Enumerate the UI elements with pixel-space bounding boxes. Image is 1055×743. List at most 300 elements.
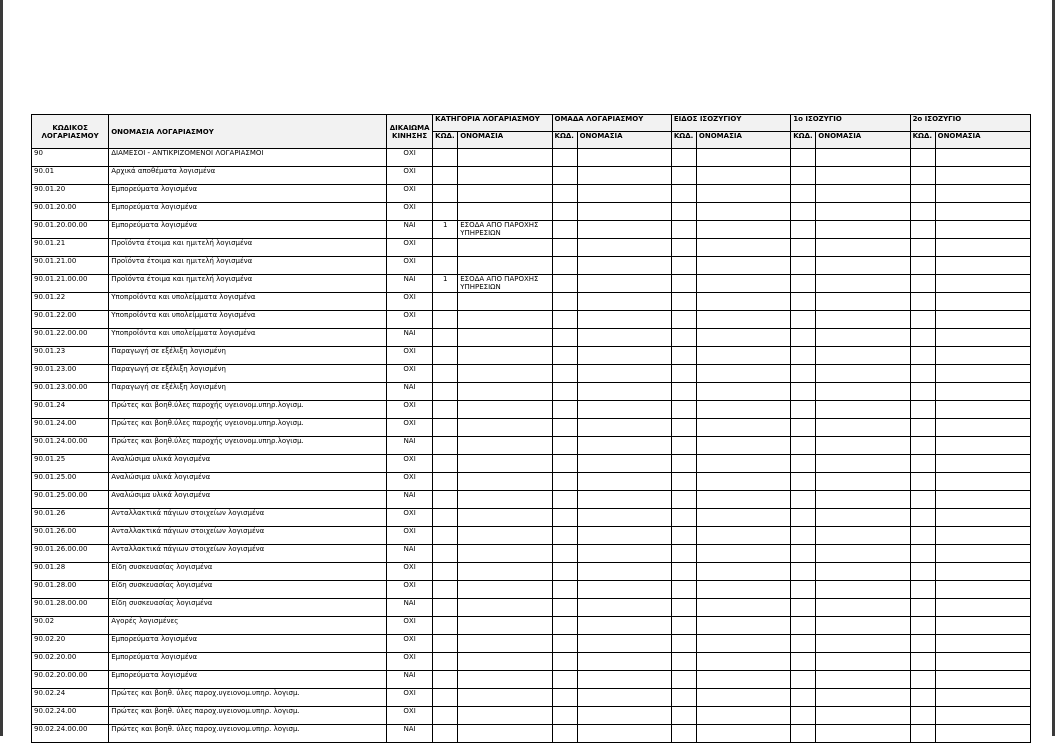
account-code-cell: 90.01.25.00.00 xyxy=(32,491,109,509)
second-balance-code-cell xyxy=(910,671,935,689)
first-balance-name-cell xyxy=(816,383,910,401)
movement-right-cell: ΟΧΙ xyxy=(387,401,433,419)
second-balance-name-cell xyxy=(935,599,1030,617)
header-group-category: ΚΑΤΗΓΟΡΙΑ ΛΟΓΑΡΙΑΣΜΟΥ xyxy=(433,115,552,132)
second-balance-code-cell xyxy=(910,509,935,527)
first-balance-code-cell xyxy=(791,455,816,473)
category-name-cell xyxy=(458,581,552,599)
account-name-cell: Πρώτες και βοηθ.ύλες παροχής υγειονομ.υπηρ.λογισμ. xyxy=(109,401,387,419)
account-code-cell: 90.02.20.00.00 xyxy=(32,671,109,689)
balance-type-code-cell xyxy=(671,563,696,581)
table-row xyxy=(32,707,1031,725)
first-balance-code-cell xyxy=(791,149,816,167)
account-name-cell: Προϊόντα έτοιμα και ημιτελή λογισμένα xyxy=(109,275,387,293)
account-code-cell: 90.02.24 xyxy=(32,689,109,707)
first-balance-code-cell xyxy=(791,635,816,653)
table-row xyxy=(32,275,1031,293)
group-code-cell xyxy=(552,221,577,239)
first-balance-name-cell xyxy=(816,257,910,275)
category-name-cell xyxy=(458,671,552,689)
group-code-cell xyxy=(552,329,577,347)
group-name-cell xyxy=(577,347,671,365)
group-code-cell xyxy=(552,437,577,455)
account-name-cell: Πρώτες και βοηθ.ύλες παροχής υγειονομ.υπηρ.λογισμ. xyxy=(109,437,387,455)
second-balance-name-cell xyxy=(935,725,1030,743)
account-name-cell: Αναλώσιμα υλικά λογισμένα xyxy=(109,491,387,509)
second-balance-name-cell xyxy=(935,293,1030,311)
table-row xyxy=(32,671,1031,689)
category-code-cell xyxy=(433,365,458,383)
table-row xyxy=(32,725,1031,743)
category-name-cell xyxy=(458,347,552,365)
first-balance-name-cell xyxy=(816,185,910,203)
balance-type-name-cell xyxy=(696,437,790,455)
second-balance-code-cell xyxy=(910,365,935,383)
account-name-cell: Ανταλλακτικά πάγιων στοιχείων λογισμένα xyxy=(109,509,387,527)
first-balance-name-cell xyxy=(816,401,910,419)
header-movement-right: ΔΙΚΑΙΩΜΑ ΚΙΝΗΣΗΣ xyxy=(387,115,433,149)
movement-right-cell: ΝΑΙ xyxy=(387,437,433,455)
first-balance-code-cell xyxy=(791,617,816,635)
category-name-cell xyxy=(458,527,552,545)
account-name-cell: Εμπορεύματα λογισμένα xyxy=(109,221,387,239)
group-name-cell xyxy=(577,599,671,617)
group-code-cell xyxy=(552,689,577,707)
group-code-cell xyxy=(552,653,577,671)
account-name-cell: Είδη συσκευασίας λογισμένα xyxy=(109,581,387,599)
category-name-cell xyxy=(458,725,552,743)
category-code-cell xyxy=(433,473,458,491)
group-name-cell xyxy=(577,329,671,347)
balance-type-name-cell xyxy=(696,599,790,617)
balance-type-name-cell xyxy=(696,329,790,347)
group-name-cell xyxy=(577,311,671,329)
first-balance-code-cell xyxy=(791,419,816,437)
table-row xyxy=(32,509,1031,527)
subheader-name: ΟΝΟΜΑΣΙΑ xyxy=(696,132,790,149)
first-balance-name-cell xyxy=(816,329,910,347)
category-name-cell: ΕΣΟΔΑ ΑΠΟ ΠΑΡΟΧΗΣ ΥΠΗΡΕΣΙΩΝ xyxy=(458,221,552,239)
account-code-cell: 90.01.26 xyxy=(32,509,109,527)
category-name-cell xyxy=(458,653,552,671)
group-code-cell xyxy=(552,545,577,563)
balance-type-name-cell xyxy=(696,635,790,653)
category-code-cell xyxy=(433,455,458,473)
balance-type-name-cell xyxy=(696,401,790,419)
balance-type-code-cell xyxy=(671,599,696,617)
group-name-cell xyxy=(577,455,671,473)
table-row xyxy=(32,527,1031,545)
category-code-cell xyxy=(433,545,458,563)
account-code-cell: 90.01.21.00 xyxy=(32,257,109,275)
group-code-cell xyxy=(552,347,577,365)
category-code-cell xyxy=(433,617,458,635)
balance-type-name-cell xyxy=(696,545,790,563)
second-balance-code-cell xyxy=(910,239,935,257)
balance-type-code-cell xyxy=(671,239,696,257)
balance-type-name-cell xyxy=(696,383,790,401)
second-balance-code-cell xyxy=(910,725,935,743)
group-code-cell xyxy=(552,257,577,275)
account-name-cell: Παραγωγή σε εξέλιξη λογισμένη xyxy=(109,383,387,401)
first-balance-name-cell xyxy=(816,635,910,653)
second-balance-name-cell xyxy=(935,563,1030,581)
category-code-cell xyxy=(433,671,458,689)
table-row xyxy=(32,401,1031,419)
account-code-cell: 90.01.23 xyxy=(32,347,109,365)
account-code-cell: 90.01.20 xyxy=(32,185,109,203)
movement-right-cell: ΟΧΙ xyxy=(387,455,433,473)
group-code-cell xyxy=(552,275,577,293)
account-name-cell: Ανταλλακτικά πάγιων στοιχείων λογισμένα xyxy=(109,545,387,563)
second-balance-name-cell xyxy=(935,221,1030,239)
category-name-cell xyxy=(458,491,552,509)
category-name-cell xyxy=(458,257,552,275)
balance-type-name-cell xyxy=(696,221,790,239)
movement-right-cell: ΟΧΙ xyxy=(387,563,433,581)
category-name-cell xyxy=(458,383,552,401)
first-balance-code-cell xyxy=(791,293,816,311)
subheader-code: ΚΩΔ. xyxy=(552,132,577,149)
first-balance-code-cell xyxy=(791,473,816,491)
group-name-cell xyxy=(577,383,671,401)
group-name-cell xyxy=(577,257,671,275)
account-name-cell: Εμπορεύματα λογισμένα xyxy=(109,653,387,671)
category-code-cell xyxy=(433,149,458,167)
category-name-cell xyxy=(458,473,552,491)
category-name-cell xyxy=(458,455,552,473)
account-name-cell: Παραγωγή σε εξέλιξη λογισμένη xyxy=(109,365,387,383)
group-code-cell xyxy=(552,527,577,545)
category-name-cell xyxy=(458,419,552,437)
category-name-cell xyxy=(458,509,552,527)
account-name-cell: Εμπορεύματα λογισμένα xyxy=(109,635,387,653)
category-code-cell xyxy=(433,167,458,185)
category-name-cell xyxy=(458,617,552,635)
group-name-cell xyxy=(577,725,671,743)
balance-type-name-cell xyxy=(696,275,790,293)
movement-right-cell: ΝΑΙ xyxy=(387,671,433,689)
second-balance-name-cell xyxy=(935,455,1030,473)
second-balance-code-cell xyxy=(910,581,935,599)
first-balance-code-cell xyxy=(791,275,816,293)
category-name-cell xyxy=(458,545,552,563)
category-name-cell xyxy=(458,203,552,221)
balance-type-code-cell xyxy=(671,707,696,725)
group-name-cell xyxy=(577,581,671,599)
group-name-cell xyxy=(577,545,671,563)
subheader-code: ΚΩΔ. xyxy=(910,132,935,149)
account-name-cell: ΔΙΑΜΕΣΟΙ - ΑΝΤΙΚΡΙΖΟΜΕΝΟΙ ΛΟΓΑΡΙΑΣΜΟΙ xyxy=(109,149,387,167)
balance-type-code-cell xyxy=(671,581,696,599)
table-row xyxy=(32,203,1031,221)
category-code-cell xyxy=(433,257,458,275)
second-balance-code-cell xyxy=(910,185,935,203)
first-balance-code-cell xyxy=(791,167,816,185)
table-row xyxy=(32,149,1031,167)
account-name-cell: Αγορές λογισμένες xyxy=(109,617,387,635)
second-balance-code-cell xyxy=(910,293,935,311)
first-balance-name-cell xyxy=(816,293,910,311)
group-name-cell xyxy=(577,653,671,671)
accounts-table-body xyxy=(32,149,1031,743)
first-balance-name-cell xyxy=(816,707,910,725)
first-balance-name-cell xyxy=(816,149,910,167)
category-code-cell xyxy=(433,581,458,599)
balance-type-code-cell xyxy=(671,347,696,365)
first-balance-code-cell xyxy=(791,545,816,563)
header-group-first-balance: 1ο ΙΣΟΖΥΓΙΟ xyxy=(791,115,910,132)
balance-type-code-cell xyxy=(671,329,696,347)
category-name-cell xyxy=(458,185,552,203)
category-code-cell xyxy=(433,419,458,437)
movement-right-cell: ΟΧΙ xyxy=(387,689,433,707)
balance-type-name-cell xyxy=(696,293,790,311)
account-code-cell: 90.01.22.00 xyxy=(32,311,109,329)
movement-right-cell: ΟΧΙ xyxy=(387,347,433,365)
category-name-cell xyxy=(458,599,552,617)
second-balance-name-cell xyxy=(935,185,1030,203)
first-balance-code-cell xyxy=(791,257,816,275)
second-balance-code-cell xyxy=(910,707,935,725)
second-balance-code-cell xyxy=(910,545,935,563)
account-code-cell: 90.01.20.00 xyxy=(32,203,109,221)
category-name-cell xyxy=(458,635,552,653)
header-account-name: ΟΝΟΜΑΣΙΑ ΛΟΓΑΡΙΑΣΜΟΥ xyxy=(109,115,387,149)
first-balance-code-cell xyxy=(791,437,816,455)
movement-right-cell: ΟΧΙ xyxy=(387,707,433,725)
second-balance-name-cell xyxy=(935,545,1030,563)
group-code-cell xyxy=(552,149,577,167)
balance-type-name-cell xyxy=(696,347,790,365)
subheader-name: ΟΝΟΜΑΣΙΑ xyxy=(458,132,552,149)
group-code-cell xyxy=(552,185,577,203)
movement-right-cell: ΟΧΙ xyxy=(387,653,433,671)
balance-type-code-cell xyxy=(671,491,696,509)
second-balance-name-cell xyxy=(935,653,1030,671)
category-code-cell xyxy=(433,689,458,707)
account-code-cell: 90.02.24.00 xyxy=(32,707,109,725)
account-name-cell: Υποπροϊόντα και υπολείμματα λογισμένα xyxy=(109,293,387,311)
group-code-cell xyxy=(552,455,577,473)
table-row xyxy=(32,365,1031,383)
movement-right-cell: ΝΑΙ xyxy=(387,725,433,743)
movement-right-cell: ΟΧΙ xyxy=(387,419,433,437)
movement-right-cell: ΟΧΙ xyxy=(387,293,433,311)
category-code-cell xyxy=(433,383,458,401)
balance-type-code-cell xyxy=(671,725,696,743)
movement-right-cell: ΟΧΙ xyxy=(387,203,433,221)
second-balance-code-cell xyxy=(910,167,935,185)
first-balance-code-cell xyxy=(791,311,816,329)
subheader-code: ΚΩΔ. xyxy=(791,132,816,149)
second-balance-code-cell xyxy=(910,329,935,347)
second-balance-code-cell xyxy=(910,689,935,707)
second-balance-code-cell xyxy=(910,491,935,509)
balance-type-name-cell xyxy=(696,419,790,437)
account-code-cell: 90.01.24 xyxy=(32,401,109,419)
balance-type-name-cell xyxy=(696,491,790,509)
group-name-cell xyxy=(577,419,671,437)
movement-right-cell: ΝΑΙ xyxy=(387,383,433,401)
first-balance-name-cell xyxy=(816,311,910,329)
group-name-cell xyxy=(577,365,671,383)
first-balance-code-cell xyxy=(791,329,816,347)
balance-type-name-cell xyxy=(696,311,790,329)
category-code-cell xyxy=(433,491,458,509)
balance-type-code-cell xyxy=(671,203,696,221)
balance-type-name-cell xyxy=(696,473,790,491)
movement-right-cell: ΟΧΙ xyxy=(387,473,433,491)
second-balance-code-cell xyxy=(910,383,935,401)
first-balance-name-cell xyxy=(816,275,910,293)
first-balance-code-cell xyxy=(791,239,816,257)
movement-right-cell: ΟΧΙ xyxy=(387,617,433,635)
second-balance-code-cell xyxy=(910,617,935,635)
second-balance-code-cell xyxy=(910,473,935,491)
category-name-cell xyxy=(458,401,552,419)
table-row xyxy=(32,563,1031,581)
balance-type-code-cell xyxy=(671,185,696,203)
account-name-cell: Υποπροϊόντα και υπολείμματα λογισμένα xyxy=(109,311,387,329)
first-balance-name-cell xyxy=(816,473,910,491)
first-balance-name-cell xyxy=(816,491,910,509)
second-balance-code-cell xyxy=(910,347,935,365)
group-code-cell xyxy=(552,293,577,311)
category-name-cell xyxy=(458,311,552,329)
table-row xyxy=(32,635,1031,653)
table-row xyxy=(32,311,1031,329)
second-balance-name-cell xyxy=(935,527,1030,545)
group-code-cell xyxy=(552,383,577,401)
movement-right-cell: ΟΧΙ xyxy=(387,149,433,167)
balance-type-code-cell xyxy=(671,437,696,455)
account-code-cell: 90.01.22 xyxy=(32,293,109,311)
second-balance-code-cell xyxy=(910,257,935,275)
first-balance-name-cell xyxy=(816,725,910,743)
balance-type-code-cell xyxy=(671,221,696,239)
account-code-cell: 90.01.28.00.00 xyxy=(32,599,109,617)
second-balance-code-cell xyxy=(910,203,935,221)
account-code-cell: 90.01.25 xyxy=(32,455,109,473)
first-balance-name-cell xyxy=(816,653,910,671)
group-name-cell xyxy=(577,437,671,455)
second-balance-name-cell xyxy=(935,365,1030,383)
first-balance-code-cell xyxy=(791,401,816,419)
group-code-cell xyxy=(552,581,577,599)
second-balance-name-cell xyxy=(935,635,1030,653)
account-name-cell: Αρχικά αποθέματα λογισμένα xyxy=(109,167,387,185)
balance-type-name-cell xyxy=(696,581,790,599)
account-code-cell: 90 xyxy=(32,149,109,167)
account-code-cell: 90.01.26.00 xyxy=(32,527,109,545)
group-code-cell xyxy=(552,707,577,725)
second-balance-name-cell xyxy=(935,383,1030,401)
second-balance-name-cell xyxy=(935,329,1030,347)
first-balance-name-cell xyxy=(816,599,910,617)
category-code-cell xyxy=(433,293,458,311)
group-code-cell xyxy=(552,509,577,527)
second-balance-code-cell xyxy=(910,455,935,473)
account-code-cell: 90.01.24.00 xyxy=(32,419,109,437)
group-code-cell xyxy=(552,419,577,437)
group-name-cell xyxy=(577,491,671,509)
second-balance-code-cell xyxy=(910,563,935,581)
first-balance-name-cell xyxy=(816,239,910,257)
table-row xyxy=(32,257,1031,275)
second-balance-name-cell xyxy=(935,491,1030,509)
second-balance-code-cell xyxy=(910,401,935,419)
balance-type-name-cell xyxy=(696,725,790,743)
account-name-cell: Αναλώσιμα υλικά λογισμένα xyxy=(109,473,387,491)
movement-right-cell: ΝΑΙ xyxy=(387,221,433,239)
balance-type-code-cell xyxy=(671,383,696,401)
category-code-cell xyxy=(433,329,458,347)
account-name-cell: Είδη συσκευασίας λογισμένα xyxy=(109,563,387,581)
group-name-cell xyxy=(577,527,671,545)
subheader-name: ΟΝΟΜΑΣΙΑ xyxy=(935,132,1030,149)
table-row xyxy=(32,221,1031,239)
header-group-second-balance: 2ο ΙΣΟΖΥΓΙΟ xyxy=(910,115,1030,132)
accounts-table xyxy=(31,114,1031,743)
movement-right-cell: ΟΧΙ xyxy=(387,509,433,527)
second-balance-name-cell xyxy=(935,689,1030,707)
first-balance-name-cell xyxy=(816,581,910,599)
movement-right-cell: ΟΧΙ xyxy=(387,185,433,203)
movement-right-cell: ΟΧΙ xyxy=(387,257,433,275)
balance-type-code-cell xyxy=(671,455,696,473)
table-row xyxy=(32,383,1031,401)
account-name-cell: Αναλώσιμα υλικά λογισμένα xyxy=(109,455,387,473)
account-code-cell: 90.01.28 xyxy=(32,563,109,581)
movement-right-cell: ΝΑΙ xyxy=(387,599,433,617)
first-balance-code-cell xyxy=(791,707,816,725)
category-name-cell xyxy=(458,167,552,185)
category-name-cell: ΕΣΟΔΑ ΑΠΟ ΠΑΡΟΧΗΣ ΥΠΗΡΕΣΙΩΝ xyxy=(458,275,552,293)
table-row xyxy=(32,653,1031,671)
balance-type-code-cell xyxy=(671,365,696,383)
second-balance-name-cell xyxy=(935,671,1030,689)
balance-type-name-cell xyxy=(696,455,790,473)
first-balance-name-cell xyxy=(816,689,910,707)
movement-right-cell: ΟΧΙ xyxy=(387,635,433,653)
group-name-cell xyxy=(577,167,671,185)
account-name-cell: Ανταλλακτικά πάγιων στοιχείων λογισμένα xyxy=(109,527,387,545)
account-code-cell: 90.01.26.00.00 xyxy=(32,545,109,563)
first-balance-name-cell xyxy=(816,167,910,185)
table-row xyxy=(32,473,1031,491)
table-row xyxy=(32,185,1031,203)
group-code-cell xyxy=(552,311,577,329)
balance-type-name-cell xyxy=(696,689,790,707)
header-account-code: ΚΩΔΙΚΟΣ ΛΟΓΑΡΙΑΣΜΟΥ xyxy=(32,115,109,149)
group-code-cell xyxy=(552,203,577,221)
first-balance-name-cell xyxy=(816,347,910,365)
account-name-cell: Παραγωγή σε εξέλιξη λογισμένη xyxy=(109,347,387,365)
account-code-cell: 90.01.24.00.00 xyxy=(32,437,109,455)
movement-right-cell: ΟΧΙ xyxy=(387,527,433,545)
table-row xyxy=(32,167,1031,185)
second-balance-code-cell xyxy=(910,311,935,329)
category-code-cell xyxy=(433,725,458,743)
second-balance-name-cell xyxy=(935,401,1030,419)
second-balance-name-cell xyxy=(935,509,1030,527)
second-balance-code-cell xyxy=(910,437,935,455)
account-name-cell: Πρώτες και βοηθ.ύλες παροχής υγειονομ.υπηρ.λογισμ. xyxy=(109,419,387,437)
category-code-cell xyxy=(433,527,458,545)
table-row xyxy=(32,347,1031,365)
first-balance-code-cell xyxy=(791,491,816,509)
